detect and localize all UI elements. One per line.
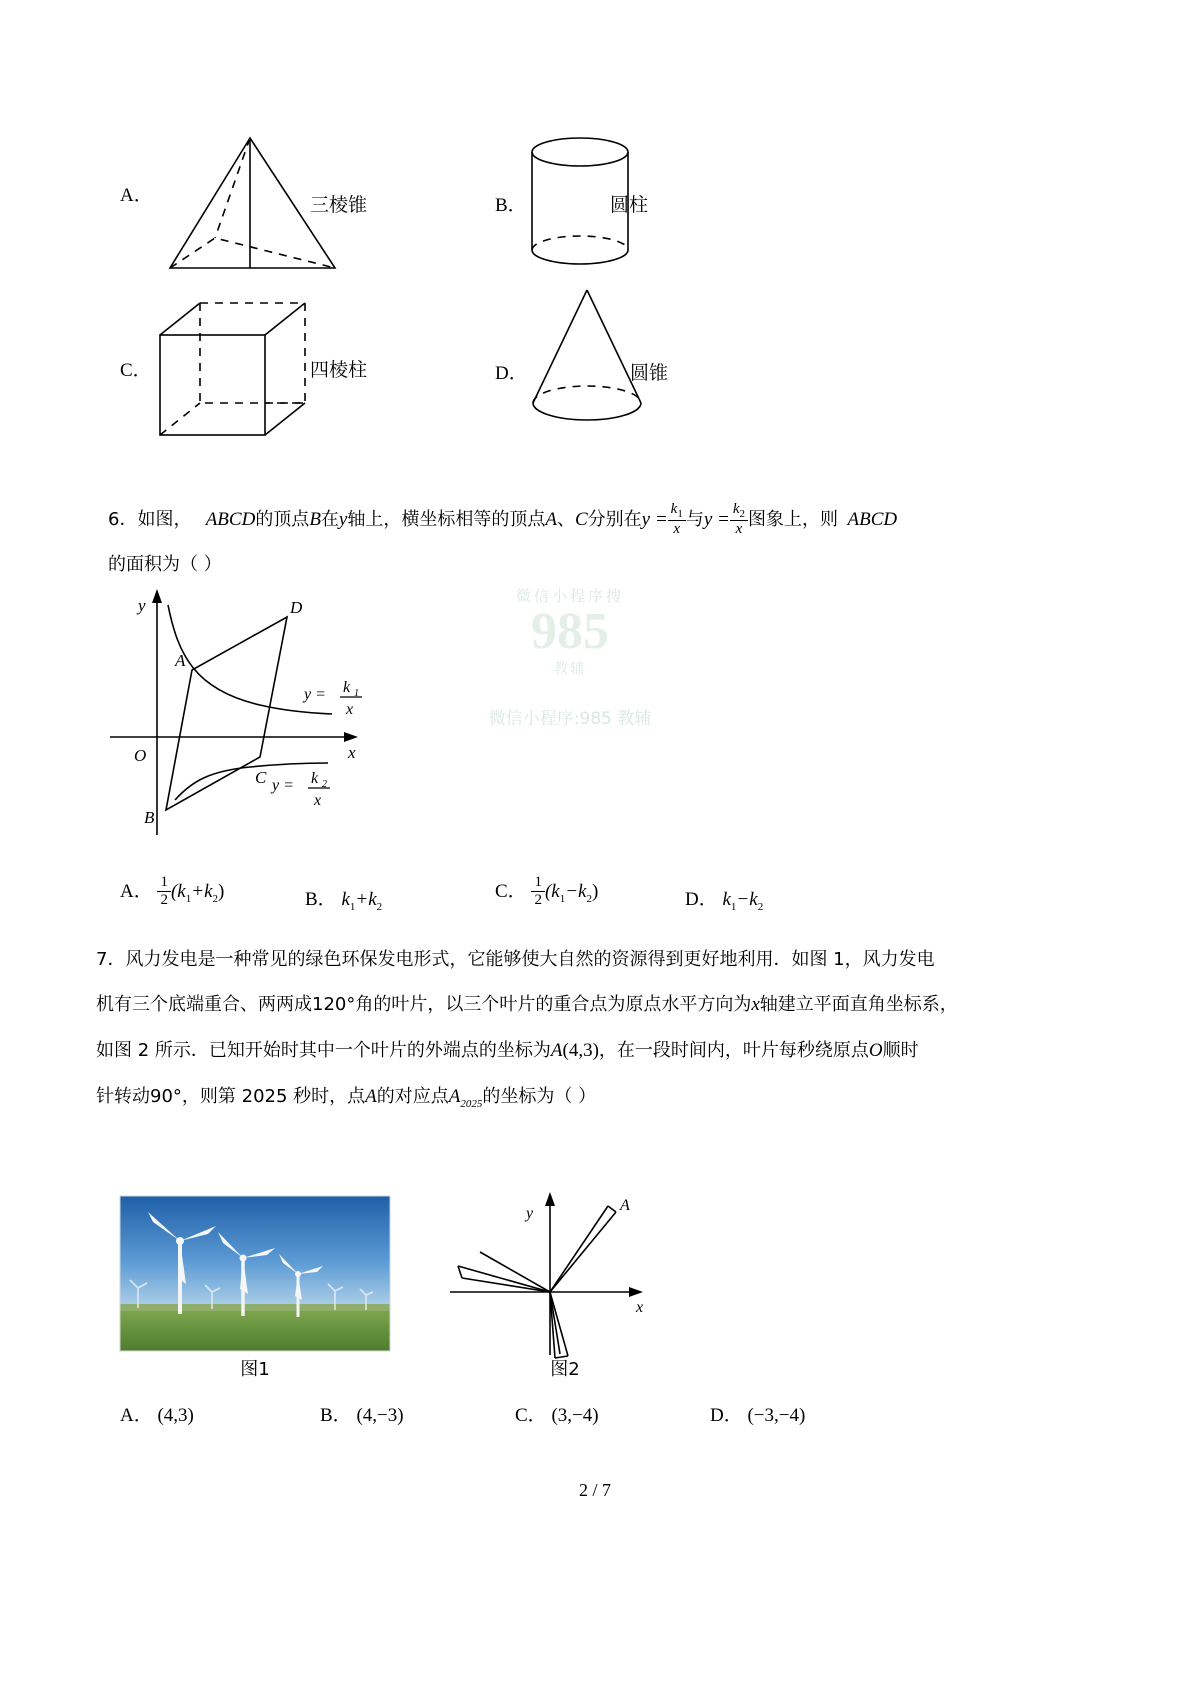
q6-abcd-1: ABCD (205, 509, 256, 530)
q6-eq2-frac (730, 501, 748, 539)
watermark-sub-text: 教辅 (554, 661, 586, 677)
question6-line1 (108, 500, 897, 540)
page-footer (0, 1480, 1190, 1501)
q7-line3f: 顺时 (882, 1040, 919, 1061)
question7-line2 (96, 985, 958, 1025)
q7-point-a-coord: (4,3) (562, 1040, 599, 1061)
q6-t5: 、 (556, 509, 575, 530)
question6-line2 (108, 545, 222, 585)
svg-text:D: D (290, 598, 303, 617)
svg-text:1: 1 (354, 688, 359, 699)
question7-line3 (96, 1031, 919, 1071)
svg-text:x: x (314, 792, 322, 809)
q7-ans-a-value: (4,3) (157, 1405, 194, 1426)
q6-ans-a-sub2: 2 (212, 892, 219, 905)
q7-line1-text: 风力发电是一种常见的绿色环保发电形式，它能够使大自然的资源得到更好地利用．如图 1，风力发电 (125, 949, 935, 970)
q6-pt-c: C (574, 509, 588, 530)
question6-answers (120, 875, 920, 915)
q6-ans-c-label: C． (495, 881, 527, 903)
q6-ans-a-mid: +k (191, 881, 213, 903)
q6-answer-c (495, 875, 598, 911)
q6-ans-c-frac (531, 874, 545, 910)
choice-d-name: 圆锥 (630, 362, 669, 384)
svg-text:C: C (255, 768, 267, 787)
choice-d-label (495, 358, 528, 385)
q6-t8: 图象上，则 (748, 509, 839, 530)
q7-line4-point-a2025: A (448, 1086, 461, 1107)
q6-ans-c-sub1: 1 (559, 892, 566, 905)
q6-answer-b (305, 884, 382, 913)
figure1-caption-text: 图1 (240, 1359, 270, 1380)
q6-eq1-den: x (673, 521, 681, 538)
rectangular-prism-figure (155, 300, 310, 440)
q6-ans-d-sub1: 1 (730, 900, 737, 913)
q6-ans-a-expr: (k (170, 881, 186, 903)
q7-ans-c-label: C． (515, 1405, 547, 1426)
q6-t2: 的顶点 (255, 509, 310, 530)
question6-graph (100, 585, 430, 855)
watermark-logo-text: 985 (531, 603, 609, 660)
q6-ans-b-label: B． (305, 889, 337, 910)
q6-ans-c-tail: ) (591, 881, 599, 903)
q6-ans-d-sub2: 2 (757, 900, 764, 913)
svg-text:k: k (343, 679, 351, 696)
q7-ans-b-label: B． (320, 1405, 352, 1426)
q6-pt-b: B (309, 509, 321, 530)
wind-farm-photo (120, 1196, 390, 1351)
q6-ans-b-expr: k (341, 889, 350, 910)
q7-origin-o: O (868, 1040, 883, 1061)
q7-axis-x: x (751, 994, 760, 1015)
choice-a-label (120, 180, 153, 207)
question7-figure2 (440, 1190, 690, 1360)
q6-ans-b-sub2: 2 (376, 900, 383, 913)
q6-t1: 如图， (137, 509, 192, 530)
q6-ans-d-label: D． (685, 889, 718, 910)
q6-ans-c-mid: −k (565, 881, 587, 903)
choice-d-letter: D． (495, 363, 528, 384)
choice-a-letter: A． (120, 185, 153, 206)
svg-text:y =: y = (272, 777, 294, 794)
q7-line4c: 的对应点 (376, 1086, 449, 1107)
choice-b-label (495, 190, 527, 217)
q6-ans-a-tail: ) (218, 881, 225, 903)
choice-b-name: 圆柱 (610, 194, 649, 216)
watermark-top-text: 微信小程序搜 (515, 587, 624, 605)
q6-abcd-2: ABCD (847, 509, 898, 530)
q7-line4e: 的坐标为（ ） (482, 1086, 597, 1107)
svg-text:k: k (311, 770, 319, 787)
q6-ans-c-expr: (k (544, 881, 560, 903)
q7-ans-c-value: (3,−4) (551, 1405, 599, 1426)
q7-line4-sub: 2025 (460, 1097, 483, 1110)
q6-ans-c-den: 2 (534, 892, 542, 909)
q6-ans-c-sub2: 2 (586, 892, 592, 905)
q6-ans-a-den: 2 (160, 892, 168, 909)
svg-text:y: y (526, 1205, 534, 1222)
q6-ans-b-mid: +k (355, 889, 377, 910)
q6-t4: 轴上，横坐标相等的顶点 (347, 509, 546, 530)
question7-line4 (96, 1077, 596, 1124)
q6-eq1-lhs: y = (641, 509, 668, 530)
choice-c-label (120, 355, 152, 382)
svg-text:A: A (175, 651, 186, 670)
q7-line3a: 如图 2 所示．已知开始时其中一个叶片的外端点的坐标为 (96, 1040, 551, 1061)
q6-t7: 与 (685, 509, 704, 530)
q6-eq1-num-sub: 1 (677, 507, 683, 520)
svg-text:y =: y = (304, 686, 326, 703)
q7-ans-b-value: (4,−3) (356, 1405, 404, 1426)
q7-answer-c (515, 1400, 599, 1427)
svg-text:y: y (138, 596, 146, 615)
question5-figures (120, 110, 940, 450)
svg-text:O: O (134, 746, 147, 765)
svg-text:B: B (144, 808, 155, 827)
q7-answer-b (320, 1400, 404, 1427)
q7-line4-point-a: A (365, 1086, 377, 1107)
figure2-caption (470, 1355, 660, 1381)
q6-eq2-den: x (735, 521, 743, 538)
q7-line2c: 轴建立平面直角坐标系， (759, 994, 958, 1015)
q6-eq2-num: k (732, 500, 740, 517)
svg-text:x: x (348, 743, 356, 762)
choice-a-name: 三棱锥 (310, 194, 368, 216)
q6-axis-y: y (338, 509, 348, 530)
svg-text:x: x (636, 1299, 644, 1316)
svg-text:x: x (346, 701, 354, 718)
choice-c-letter: C． (120, 360, 152, 381)
watermark-line-text: 微信小程序:985 教辅 (488, 709, 652, 729)
q6-eq1-frac (668, 501, 686, 539)
q6-ans-a-num: 1 (157, 874, 171, 892)
q6-eq2-lhs: y = (703, 509, 730, 530)
q7-answer-d (710, 1400, 805, 1427)
q6-eq2-num-sub: 2 (739, 507, 746, 520)
q6-ans-a-label: A． (120, 881, 153, 903)
q6-ans-d-mid: −k (736, 889, 758, 910)
q7-line2a: 机有三个底端重合、两两成120°角的叶片，以三个叶片的重合点为原点水平方向为 (96, 994, 752, 1015)
q7-line4a: 针转动90°，则第 2025 秒时，点 (96, 1086, 366, 1107)
svg-text:2: 2 (322, 779, 327, 790)
q7-number: 7． (96, 949, 126, 970)
q7-point-a: A (550, 1040, 563, 1061)
question7-line1 (96, 940, 935, 980)
q6-ans-b-sub1: 1 (349, 900, 356, 913)
q6-eq1-num: k (670, 500, 678, 517)
q7-line3d: ，在一段时间内，叶片每秒绕原点 (598, 1040, 869, 1061)
q6-ans-a-frac (157, 874, 171, 910)
q7-answer-a (120, 1400, 194, 1427)
q6-t3: 在 (320, 509, 339, 530)
figure2-caption-text: 图2 (550, 1359, 580, 1380)
q6-ans-c-num: 1 (531, 874, 545, 892)
q6-ans-a-sub1: 1 (185, 892, 192, 905)
q6-pt-a: A (545, 509, 557, 530)
svg-text:A: A (620, 1197, 630, 1214)
q6-answer-a (120, 875, 224, 911)
choice-b-letter: B． (495, 195, 527, 216)
q6-ans-d-expr: k (722, 889, 731, 910)
q7-ans-d-label: D． (710, 1405, 743, 1426)
q6-t6: 分别在 (587, 509, 642, 530)
q7-ans-a-label: A． (120, 1405, 153, 1426)
q6-number: 6． (108, 509, 138, 530)
q6-answer-d (685, 884, 763, 913)
page-number: 2 / 7 (578, 1480, 611, 1500)
choice-c-name: 四棱柱 (310, 359, 368, 381)
figure1-caption (120, 1355, 390, 1381)
q7-ans-d-value: (−3,−4) (747, 1405, 806, 1426)
watermark (450, 585, 690, 745)
q6-line2-text: 的面积为（ ） (108, 554, 222, 575)
